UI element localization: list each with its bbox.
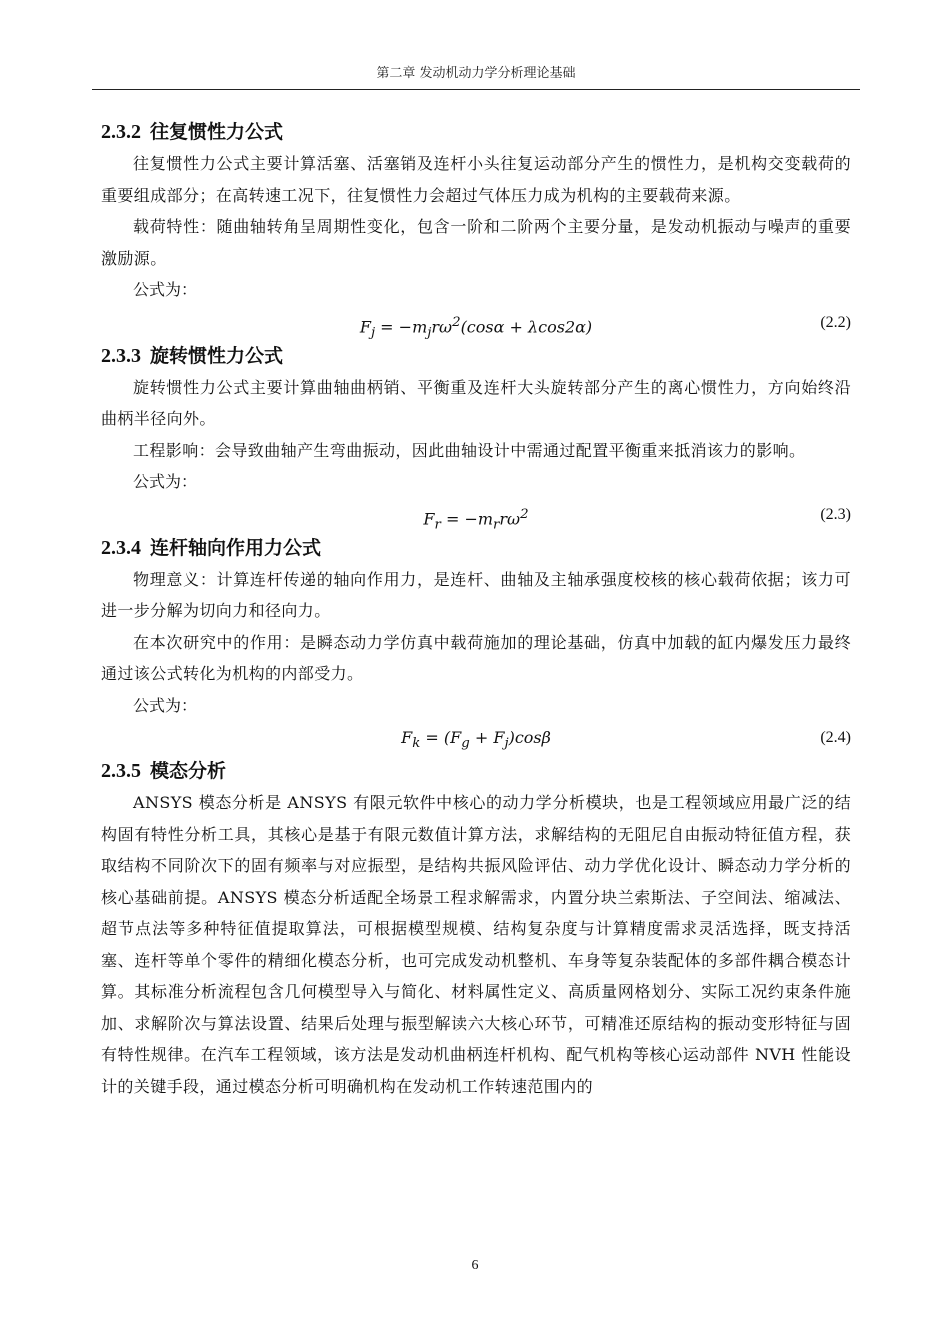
section-title: 连杆轴向作用力公式	[150, 536, 322, 559]
equation-number: (2.4)	[820, 729, 851, 746]
equation	[101, 306, 851, 340]
paragraph: 往复惯性力公式主要计算活塞、活塞销及连杆小头往复运动部分产生的惯性力，是机构交变载荷的重要组成部分；在高转速工况下，往复惯性力会超过气体压力成为机构的主要载荷来源。	[101, 154, 851, 205]
equation-number: (2.3)	[820, 505, 851, 523]
section-title: 往复惯性力公式	[150, 121, 284, 143]
section-number: 2.3.5	[101, 760, 141, 782]
section-heading	[101, 116, 851, 148]
equation-expression: $F_k = (F_g + F_j)\cos\beta$	[401, 728, 551, 752]
paragraph: 在本次研究中的作用：是瞬态动力学仿真中载荷施加的理论基础，仿真中加载的缸内爆发压力最终通过该公式转化为机构的内部受力。	[101, 632, 851, 683]
formula-label: 公式为：	[133, 695, 198, 715]
running-header: 第二章 发动机动力学分析理论基础	[376, 66, 576, 81]
equation-number: (2.2)	[820, 313, 851, 331]
section-number: 2.3.4	[101, 536, 141, 559]
page-body	[101, 116, 851, 1102]
paragraph: 载荷特性：随曲轴转角呈周期性变化，包含一阶和二阶两个主要分量，是发动机振动与噪声的重要激励源。	[101, 217, 851, 268]
section-number: 2.3.2	[101, 121, 141, 143]
paragraph: 旋转惯性力公式主要计算曲轴曲柄销、平衡重及连杆大头旋转部分产生的离心惯性力，方向始终沿曲柄半径向外。	[101, 377, 851, 428]
formula-label: 公式为：	[133, 280, 198, 299]
paragraph: 工程影响：会导致曲轴产生弯曲振动，因此曲轴设计中需通过配置平衡重来抵消该力的影响。	[133, 440, 806, 460]
equation-expression: $F_j = -m_jr\omega^2(\cos\alpha + \lambda\cos 2\alpha)$	[359, 314, 593, 341]
equation-expression: $F_r = -m_rr\omega^2$	[423, 506, 529, 533]
equation	[101, 721, 851, 755]
paragraph: 物理意义：计算连杆传递的轴向作用力，是连杆、曲轴及主轴承强度校核的核心载荷依据；该力可进一步分解为切向力和径向力。	[101, 569, 851, 620]
section-title: 旋转惯性力公式	[150, 344, 284, 367]
equation	[101, 498, 851, 532]
paragraph: ANSYS 模态分析是 ANSYS 有限元软件中核心的动力学分析模块，也是工程领域应用最广泛的结构固有特性分析工具，其核心是基于有限元数值计算方法，求解结构的无阻尼自由振动特征值方程，获取结构不同阶次下的固有频率与对应振型，是结构共振风险评估、动力学优化设计、瞬态动力学分析的核心基础前提。ANSYS 模态分析适配全场景工程求解需求，内置分块兰索斯法、子空间法、缩减法、超节点法等多种特征值提取算法，可根据模型规模、结构复杂度与计算精度需求灵活选择，既支持活塞、连杆等单个零件的精细化模态分析，也可完成发动机整机、车身等复杂装配体的多部件耦合模态计算。其标准分析流程包含几何模型导入与简化、材料属性定义、高质量网格划分、实际工况约束条件施加、求解阶次与算法设置、结果后处理与振型解读六大核心环节，可精准还原结构的振动变形特征与固有特性规律。在汽车工程领域，该方法是发动机曲柄连杆机构、配气机构等核心运动部件 NVH 性能设计的关键手段，通过模态分析可明确机构在发动机工作转速范围内的	[101, 793, 851, 1096]
section-number: 2.3.3	[101, 344, 141, 367]
header-divider	[92, 89, 860, 90]
page-number: 6	[471, 1258, 479, 1273]
section-title: 模态分析	[150, 760, 227, 782]
formula-label: 公式为：	[133, 472, 198, 491]
